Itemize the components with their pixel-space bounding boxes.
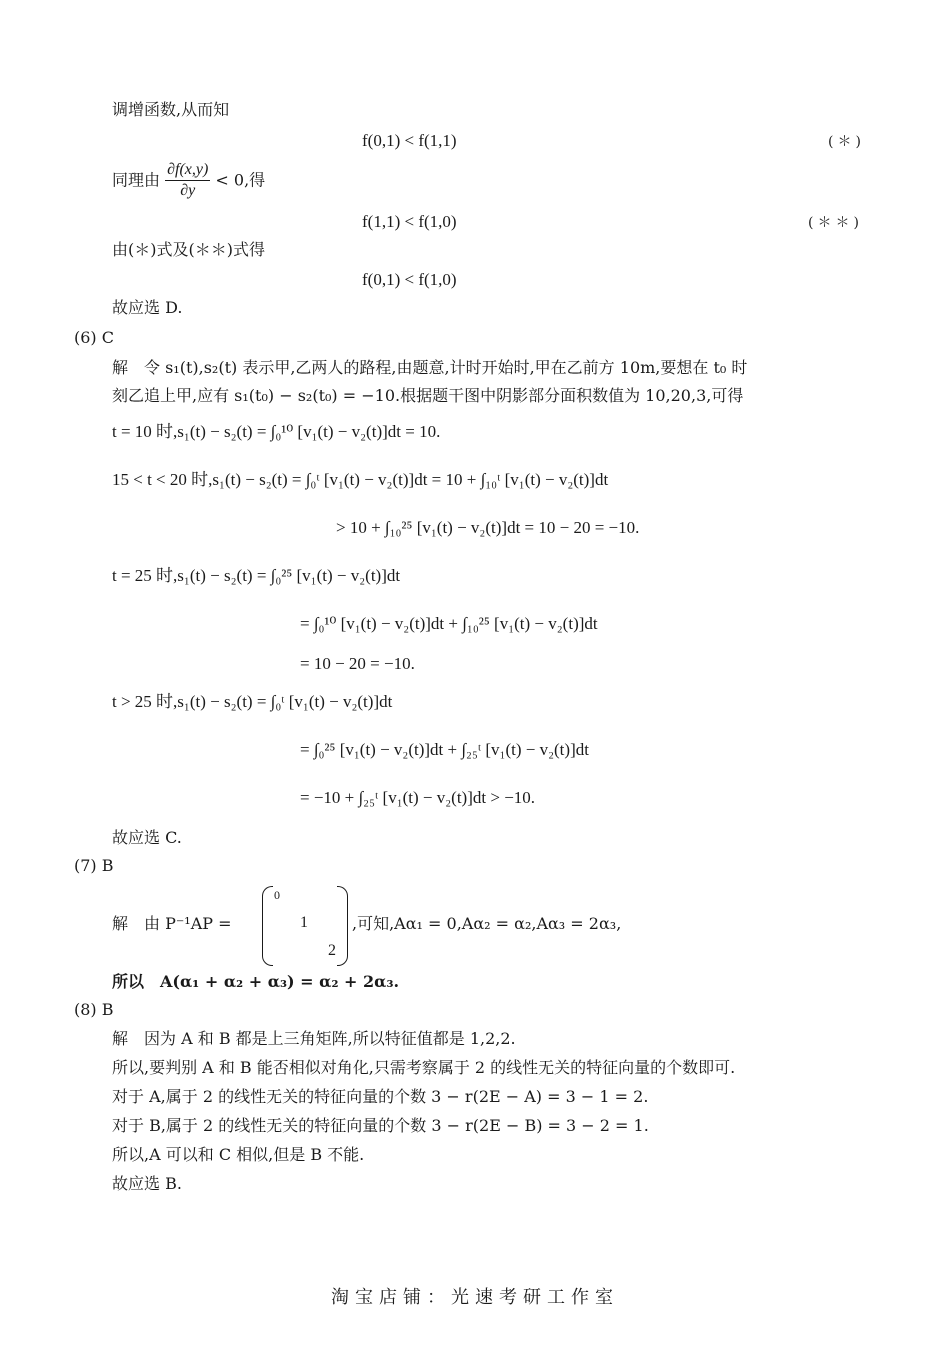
solution-text: ,可知,Aα₁ = 0,Aα₂ = α₂,Aα₃ = 2α₃, xyxy=(352,914,622,933)
equation: f(0,1) < f(1,1) xyxy=(362,131,457,150)
solution-text: 解 由 P⁻¹AP = xyxy=(112,914,232,933)
solution-text: 对于 A,属于 2 的线性无关的特征向量的个数 3 − r(2E − A) = 3 − 1 = 2. xyxy=(112,1087,649,1106)
solution-text: 所以,要判别 A 和 B 能否相似对角化,只需考察属于 2 的线性无关的特征向量的个数即可. xyxy=(112,1058,736,1077)
solution-text: 解 令 s₁(t),s₂(t) 表示甲,乙两人的路程,由题意,计时开始时,甲在乙前方 10m,要想在 t₀ 时 xyxy=(112,358,748,377)
solution-text: 所以,A 可以和 C 相似,但是 B 不能. xyxy=(112,1145,365,1164)
solution-text: 刻乙追上甲,应有 s₁(t₀) − s₂(t₀) = −10.根据题干图中阴影部分面积数值为 10,20,3,可得 xyxy=(112,386,744,405)
matrix-right-bracket xyxy=(337,886,348,966)
equation-tag: (＊) xyxy=(828,134,865,150)
solution-text: 对于 B,属于 2 的线性无关的特征向量的个数 3 − r(2E − B) = 3 − 2 = 1. xyxy=(112,1116,649,1135)
text-line: 由(＊)式及(＊＊)式得 xyxy=(112,240,265,259)
equation: = −10 + ∫₂₅ᵗ [v₁(t) − v₂(t)]dt > −10. xyxy=(300,788,536,807)
answer-line: 故应选 B. xyxy=(112,1174,182,1193)
equation: 所以 A(α₁ + α₂ + α₃) = α₂ + 2α₃. xyxy=(112,972,400,991)
equation: t > 25 时,s₁(t) − s₂(t) = ∫₀ᵗ [v₁(t) − v₂(t)]dt xyxy=(112,692,393,711)
text-line-partial-derivative xyxy=(112,160,265,201)
answer-line: 故应选 D. xyxy=(112,298,183,317)
matrix-entry: 1 xyxy=(300,914,308,931)
equation: = ∫₀²⁵ [v₁(t) − v₂(t)]dt + ∫₂₅ᵗ [v₁(t) − v₂(t)]dt xyxy=(300,740,589,759)
equation: f(0,1) < f(1,0) xyxy=(362,270,457,289)
matrix-entry: 0 xyxy=(274,888,280,902)
equation: = 10 − 20 = −10. xyxy=(300,654,415,673)
text-prefix: 同理由 xyxy=(112,170,161,190)
equation: > 10 + ∫₁₀²⁵ [v₁(t) − v₂(t)]dt = 10 − 20 = −10. xyxy=(336,518,640,537)
question-header: (7) B xyxy=(74,856,114,875)
text-suffix: < 0,得 xyxy=(215,170,266,190)
fraction xyxy=(165,160,210,201)
equation: t = 25 时,s₁(t) − s₂(t) = ∫₀²⁵ [v₁(t) − v₂(t)]dt xyxy=(112,566,401,585)
fraction-numerator: ∂f(x,y) xyxy=(165,160,210,181)
solution-text: 解 因为 A 和 B 都是上三角矩阵,所以特征值都是 1,2,2. xyxy=(112,1029,516,1048)
equation: = ∫₀¹⁰ [v₁(t) − v₂(t)]dt + ∫₁₀²⁵ [v₁(t) − v₂(t)]dt xyxy=(300,614,598,633)
question-header: (8) B xyxy=(74,1000,114,1019)
equation: t = 10 时,s₁(t) − s₂(t) = ∫₀¹⁰ [v₁(t) − v₂(t)]dt = 10. xyxy=(112,422,441,441)
equation: 15 < t < 20 时,s₁(t) − s₂(t) = ∫₀ᵗ [v₁(t) − v₂(t)]dt = 10 + ∫₁₀ᵗ [v₁(t) − v₂(t)]dt xyxy=(112,470,609,489)
question-header: (6) C xyxy=(74,328,114,347)
page-footer: 淘宝店铺：光速考研工作室 xyxy=(331,1287,619,1308)
matrix-entry: 2 xyxy=(328,942,336,959)
text-line: 调增函数,从而知 xyxy=(112,100,230,119)
fraction-denominator: ∂y xyxy=(180,182,196,199)
equation-tag: (＊＊) xyxy=(808,215,863,231)
matrix-left-bracket xyxy=(262,886,273,966)
equation: f(1,1) < f(1,0) xyxy=(362,212,457,231)
answer-line: 故应选 C. xyxy=(112,828,182,847)
diagonal-matrix xyxy=(262,886,348,964)
